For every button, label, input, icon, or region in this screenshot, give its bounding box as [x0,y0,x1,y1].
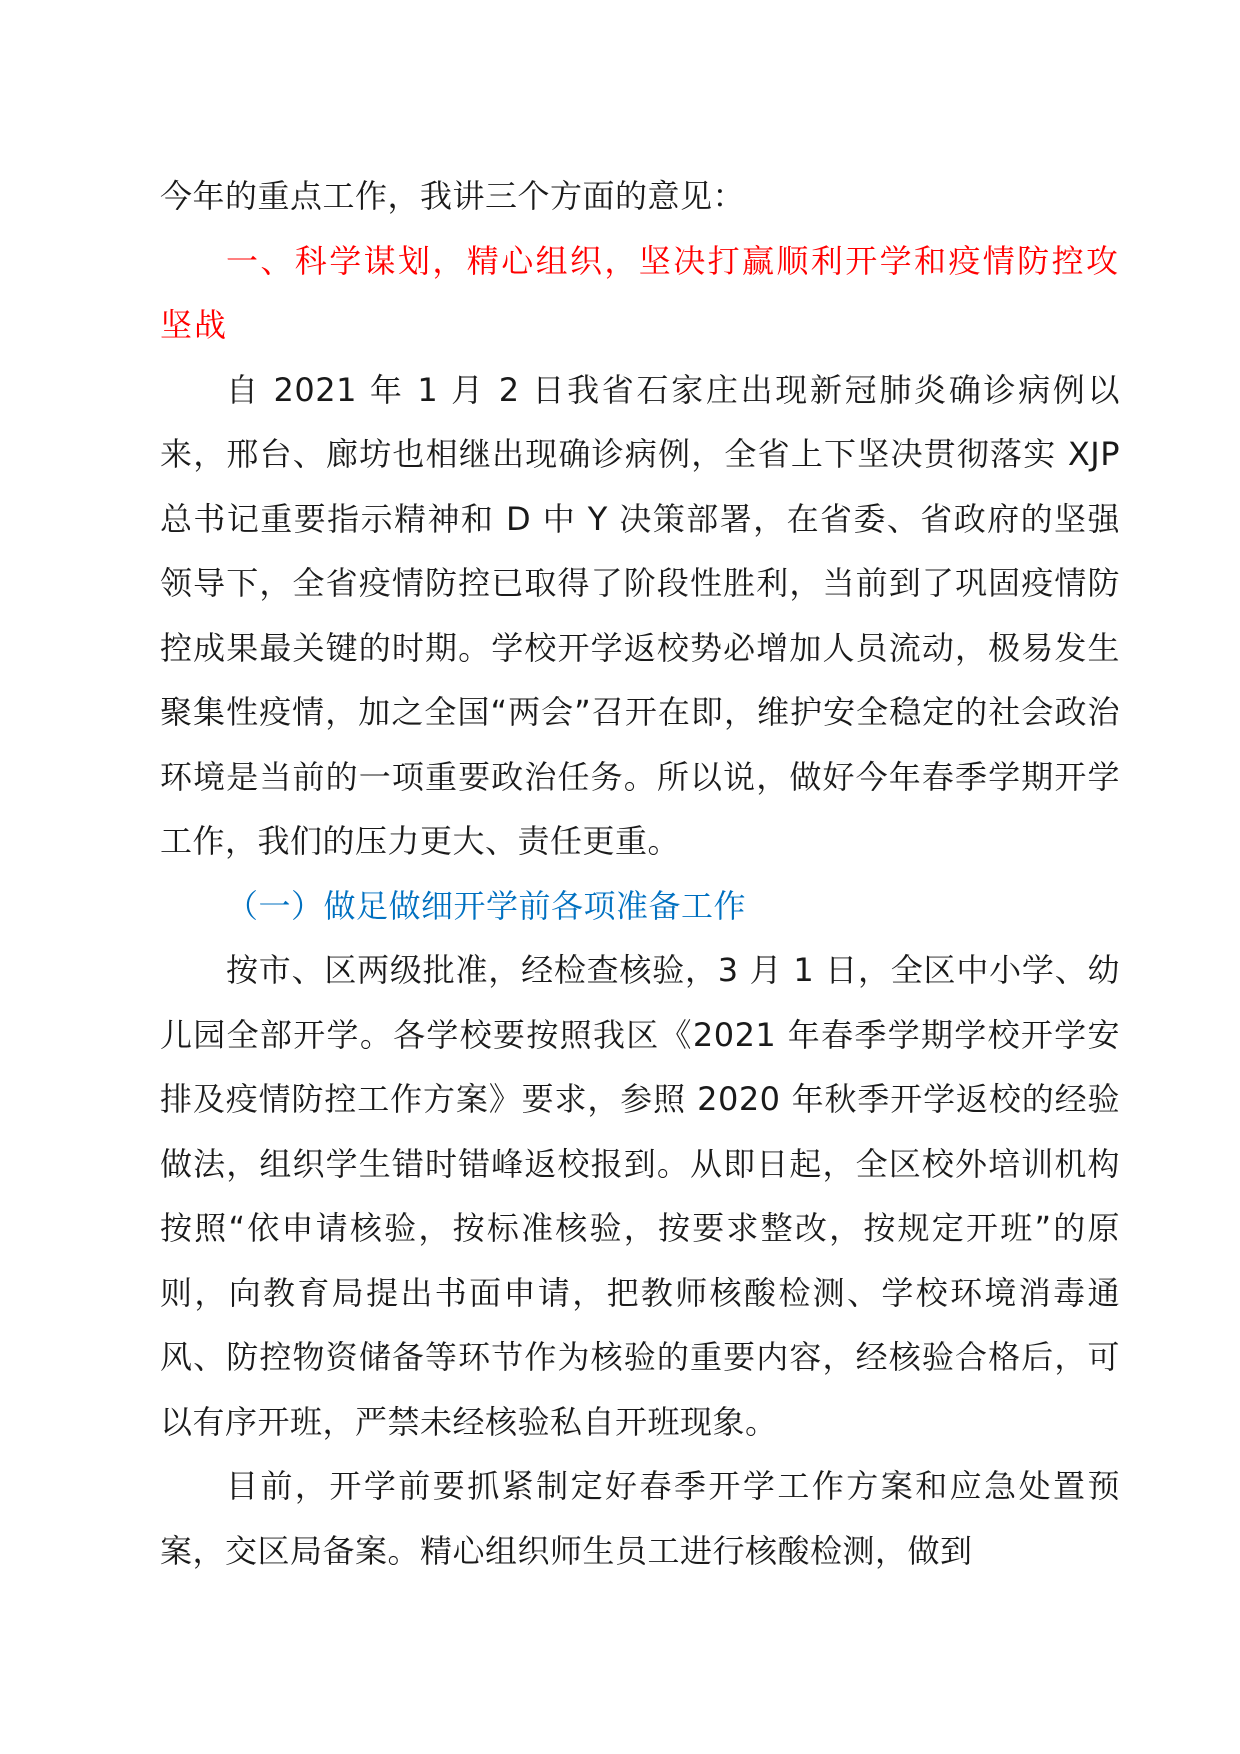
document-page [160,164,1120,1583]
body-paragraph-3: 目前，开学前要抓紧制定好春季开学工作方案和应急处置预案，交区局备案。精心组织师生员工进行核酸检测，做到 [160,1467,1120,1570]
section-heading-1: 一、科学谋划，精心组织，坚决打赢顺利开学和疫情防控攻坚战 [160,241,1120,344]
intro-paragraph: 今年的重点工作，我讲三个方面的意见： [160,177,746,215]
body-paragraph-2: 按市、区两级批准，经检查核验，3 月 1 日，全区中小学、幼儿园全部开学。各学校要按照我区《2021 年春季学期学校开学安排及疫情防控工作方案》要求，参照 2020 年秋季开学返校的经验做法，组织学生错时错峰返校报到。从即日起，全区校外培训机构按照“依申请核验，按标准核验，按要求整改，按规定开班”的原则，向教育局提出书面申请，把教师核酸检测、学校环境消毒通风、防控物资储备等环节作为核验的重要内容，经核验合格后，可以有序开班，严禁未经核验私自开班现象。 [160,951,1120,1441]
subsection-heading-1: （一）做足做细开学前各项准备工作 [226,886,747,925]
body-paragraph-1: 自 2021 年 1 月 2 日我省石家庄出现新冠肺炎确诊病例以来，邢台、廊坊也相继出现确诊病例，全省上下坚决贯彻落实 XJP 总书记重要指示精神和 D 中 Y 决策部署，在省委、省政府的坚强领导下，全省疫情防控已取得了阶段性胜利，当前到了巩固疫情防控成果最关键的时期。学校开学返校势必增加人员流动，极易发生聚集性疫情，加之全国“两会”召开在即，维护安全稳定的社会政治环境是当前的一项重要政治任务。所以说，做好今年春季学期开学工作，我们的压力更大、责任更重。 [160,370,1120,860]
